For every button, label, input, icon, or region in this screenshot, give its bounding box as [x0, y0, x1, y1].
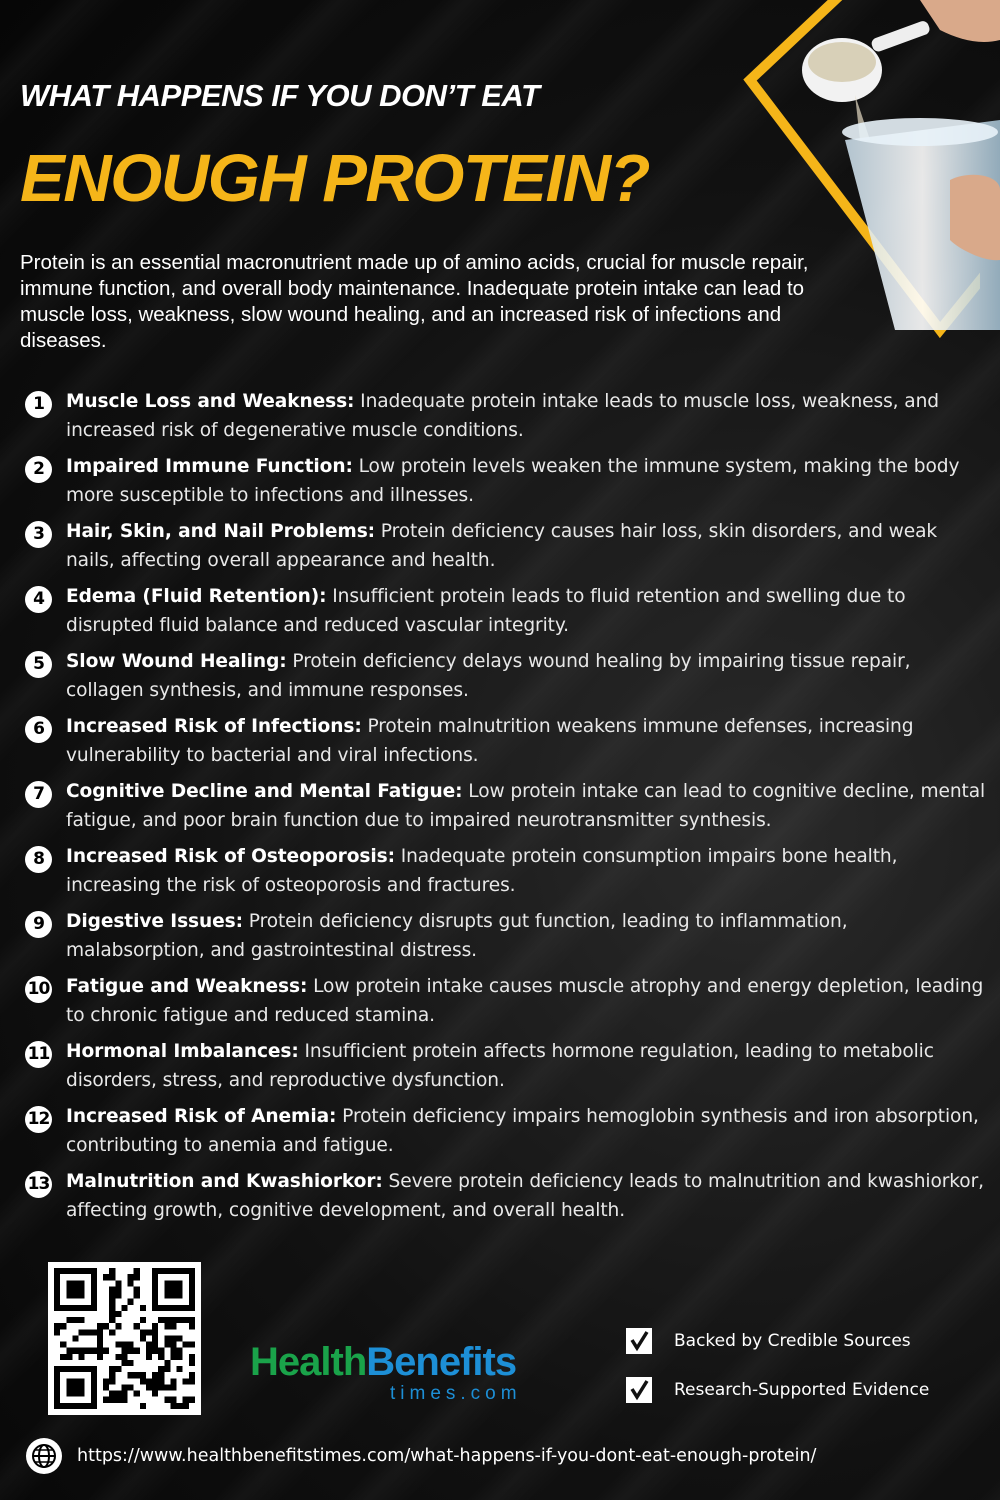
list-item — [25, 582, 990, 647]
item-description: Protein malnutrition weakens immune defenses, increasing vulnerability to bacterial and viral infections. — [66, 716, 914, 766]
title-line-2: ENOUGH PROTEIN? — [20, 141, 649, 216]
list-item — [25, 452, 990, 517]
item-description: Severe protein deficiency leads to malnutrition and kwashiorkor, affecting growth, cognitive development, and overall health. — [66, 1171, 984, 1221]
item-heading: Hair, Skin, and Nail Problems: — [66, 521, 375, 542]
list-item — [25, 907, 990, 972]
footer-link[interactable] — [25, 1437, 816, 1475]
item-number-badge: 7 — [25, 781, 52, 808]
item-description: Low protein intake causes muscle atrophy and energy depletion, leading to chronic fatigue and reduced stamina. — [66, 976, 984, 1026]
item-description: Protein deficiency causes hair loss, skin disorders, and weak nails, affecting overall appearance and health. — [66, 521, 938, 571]
item-description: Low protein levels weaken the immune system, making the body more susceptible to infections and illnesses. — [66, 456, 960, 506]
item-description: Insufficient protein leads to fluid retention and swelling due to disrupted fluid balance and reduced vascular integrity. — [66, 586, 906, 636]
item-number-badge: 1 — [25, 391, 52, 418]
brand-logo[interactable] — [250, 1340, 570, 1410]
footer-url-text[interactable]: https://www.healthbenefitstimes.com/what-happens-if-you-dont-eat-enough-protein/ — [77, 1446, 817, 1466]
item-heading: Cognitive Decline and Mental Fatigue: — [66, 781, 463, 802]
item-heading: Impaired Immune Function: — [66, 456, 353, 477]
list-item — [25, 387, 990, 452]
item-description: Inadequate protein intake leads to muscle loss, weakness, and increased risk of degenerative muscle conditions. — [66, 391, 939, 441]
item-number-badge: 8 — [25, 846, 52, 873]
list-item — [25, 1037, 990, 1102]
item-heading: Slow Wound Healing: — [66, 651, 287, 672]
item-number-badge: 4 — [25, 586, 52, 613]
badge-credible-sources — [626, 1328, 911, 1354]
item-heading: Fatigue and Weakness: — [66, 976, 308, 997]
title-line-1: WHAT HAPPENS IF YOU DON’T EAT — [20, 78, 540, 113]
item-description: Low protein intake can lead to cognitive decline, mental fatigue, and poor brain function due to impaired neurotransmitter synthesis. — [66, 781, 986, 831]
item-number-badge: 10 — [25, 976, 52, 1003]
list-item — [25, 777, 990, 842]
item-number-badge: 6 — [25, 716, 52, 743]
list-item — [25, 972, 990, 1037]
item-heading: Malnutrition and Kwashiorkor: — [66, 1171, 383, 1192]
item-description: Insufficient protein affects hormone regulation, leading to metabolic disorders, stress, and reproductive dysfunction. — [66, 1041, 934, 1091]
protein-shaker-image — [800, 0, 1000, 330]
effects-list — [25, 387, 990, 1232]
badge-research-evidence — [626, 1377, 929, 1403]
item-heading: Increased Risk of Infections: — [66, 716, 362, 737]
logo-word-benefits: Benefits — [366, 1340, 517, 1384]
list-item — [25, 712, 990, 777]
item-heading: Increased Risk of Anemia: — [66, 1106, 337, 1127]
item-number-badge: 13 — [25, 1171, 52, 1198]
logo-word-health: Health — [250, 1340, 367, 1384]
item-description: Protein deficiency impairs hemoglobin synthesis and iron absorption, contributing to anemia and fatigue. — [66, 1106, 979, 1156]
item-heading: Increased Risk of Osteoporosis: — [66, 846, 395, 867]
list-item — [25, 517, 990, 582]
item-description: Protein deficiency delays wound healing by impairing tissue repair, collagen synthesis, and immune responses. — [66, 651, 911, 701]
qr-code-icon[interactable] — [48, 1262, 201, 1415]
item-number-badge: 9 — [25, 911, 52, 938]
item-heading: Hormonal Imbalances: — [66, 1041, 299, 1062]
badge-label: Backed by Credible Sources — [674, 1331, 911, 1351]
intro-paragraph: Protein is an essential macronutrient made up of amino acids, crucial for muscle repair, immune function, and overall body maintenance. Inadequate protein intake can lead to muscle loss, weakness, slow wound healing, and an increased risk of infections and diseases. — [20, 251, 809, 352]
item-number-badge: 12 — [25, 1106, 52, 1133]
item-heading: Edema (Fluid Retention): — [66, 586, 327, 607]
item-number-badge: 5 — [25, 651, 52, 678]
checkbox-icon — [626, 1377, 652, 1403]
item-description: Inadequate protein consumption impairs bone health, increasing the risk of osteoporosis and fractures. — [66, 846, 898, 896]
item-number-badge: 11 — [25, 1041, 52, 1068]
list-item — [25, 647, 990, 712]
list-item — [25, 1102, 990, 1167]
checkbox-icon — [626, 1328, 652, 1354]
list-item — [25, 1167, 990, 1232]
item-number-badge: 2 — [25, 456, 52, 483]
globe-icon — [25, 1437, 63, 1475]
item-heading: Muscle Loss and Weakness: — [66, 391, 355, 412]
item-description: Protein deficiency disrupts gut function, leading to inflammation, malabsorption, and gastrointestinal distress. — [66, 911, 848, 961]
logo-word-times: times.com — [390, 1383, 522, 1404]
item-number-badge: 3 — [25, 521, 52, 548]
badge-label: Research-Supported Evidence — [674, 1380, 930, 1400]
list-item — [25, 842, 990, 907]
item-heading: Digestive Issues: — [66, 911, 243, 932]
